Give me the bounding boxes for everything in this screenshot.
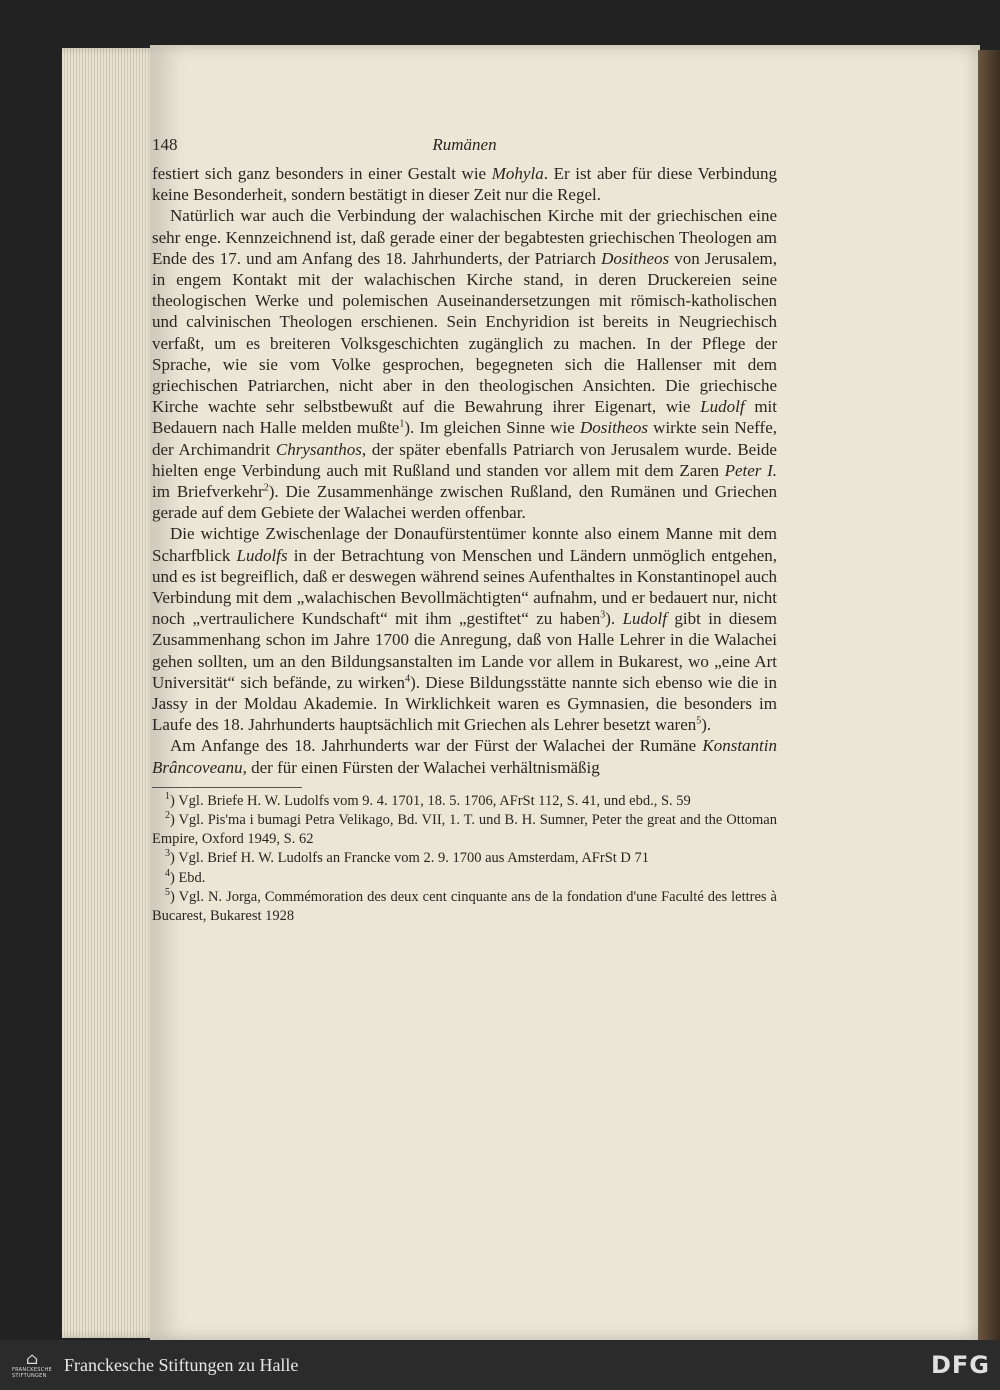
footnote-number: 4 [165, 868, 170, 880]
italic-name: Peter I. [724, 460, 777, 480]
building-icon: ⌂ [25, 1349, 39, 1368]
italic-name: Konstantin Brâncoveanu [152, 736, 777, 777]
footnote [152, 888, 777, 925]
footnote-ref: 4 [405, 673, 411, 685]
footnote-number: 2 [165, 810, 170, 822]
footnote-divider [152, 787, 302, 788]
running-head-title: Rumänen [432, 135, 497, 154]
text-run: ). [701, 715, 712, 735]
footnote [152, 811, 777, 848]
page-content [152, 135, 777, 926]
footnote-ref: 1 [399, 418, 405, 430]
footnote-ref: 2 [263, 482, 269, 494]
italic-name: Chrysanthos [275, 439, 362, 459]
text-run: Am Anfange des 18. Jahrhunderts war der Fürst der Walachei der Rumäne [170, 736, 703, 756]
footnotes [152, 792, 777, 926]
footnote-number: 5 [165, 887, 170, 899]
footnote-number: 1 [165, 791, 170, 803]
text-run: wirkte sein Neffe, der Archimandrit [152, 418, 777, 459]
text-run: ). Diese Bildungsstätte nannte sich ebenso wie die in Jassy in der Moldau Akademie. In Wirklichkeit waren es Gymnasien, die besonders im Laufe des 18. Jahrhunderts hauptsächlich mit Griechen als Lehrer besetzt waren [152, 672, 777, 735]
page-edges [62, 48, 162, 1338]
footnote-number: 3 [165, 848, 170, 860]
paragraph-1 [152, 163, 777, 205]
text-run: . Er ist aber für diese Verbindung keine Besonderheit, sondern bestätigt in dieser Zeit nur die Regel. [152, 164, 777, 205]
logo-caption: FRANCKESCHE STIFTUNGEN [11, 1367, 53, 1379]
paragraph-3 [152, 523, 777, 735]
text-run: festiert sich ganz besonders in einer Gestalt wie [152, 164, 492, 183]
text-run: mit Bedauern nach Halle melden mußte [152, 397, 778, 438]
footnote-ref: 3 [600, 609, 606, 621]
text-run: ). [605, 609, 623, 629]
footnote [152, 849, 777, 868]
italic-name: Ludolfs [236, 545, 288, 565]
text-run: von Jerusalem, in engem Kontakt mit der walachischen Kirche stand, in deren Druckereien seine theologischen Werke und polemischen Auseinandersetzungen mit römisch-katholischen und calvinischen Theologen erschienen. Sein Enchyridion ist bereits in Neugriechisch verfaßt, um es breiteren Volksgeschichten zugänglich zu machen. In der Pflege der Sprache, wie sie vom Volke gesprochen, begegneten sich die Hallenser mit dem griechischen Patriarchen, nicht aber in den theologischen Ansichten. Die griechische Kirche wachte sehr selbstbewußt auf die Bewahrung ihrer Eigenart, wie [152, 248, 777, 417]
page-number: 148 [152, 135, 178, 154]
text-run: , der für einen Fürsten der Walachei verhältnismäßig [242, 757, 600, 777]
text-run: , der später ebenfalls Patriarch von Jerusalem wurde. Beide hielten enge Verbindung auch mit Rußland und standen vor allem mit dem Zaren [152, 439, 777, 480]
footnote-text: ) Ebd. [170, 869, 206, 886]
paragraph-4 [152, 735, 777, 777]
footnote-ref: 5 [696, 715, 702, 727]
text-run: ). Die Zusammenhänge zwischen Rußland, den Rumänen und Griechen gerade auf dem Gebiete der Walachei werden offenbar. [152, 482, 777, 523]
viewer-footer [0, 1340, 1000, 1390]
italic-name: Dositheos [579, 418, 648, 438]
footnote-text: ) Vgl. Briefe H. W. Ludolfs vom 9. 4. 1701, 18. 5. 1706, AFrSt 112, S. 41, und ebd., S. 59 [170, 792, 691, 809]
book-cover-edge [978, 50, 1000, 1340]
italic-name: Ludolf [700, 397, 745, 417]
italic-name: Mohyla [491, 164, 544, 183]
text-run: Natürlich war auch die Verbindung der walachischen Kirche mit der griechischen eine sehr enge. Kennzeichnend ist, daß gerade einer der begabtesten griechischen Theologen am Ende des 17. und am Anfang des 18. Jahrhunderts, der Patriarch [152, 206, 777, 268]
text-run: im Briefverkehr [152, 482, 264, 502]
franckesche-logo[interactable] [12, 1345, 52, 1385]
running-head [152, 135, 777, 159]
italic-name: Dositheos [601, 248, 670, 268]
text-run: ). Im gleichen Sinne wie [404, 418, 580, 438]
text-run: gibt in diesem Zusammenhang schon im Jahre 1700 die Anregung, daß von Halle Lehrer in die Walachei gehen sollten, um an den Bildungsanstalten im Lande vor allem in Bukarest, wo „eine Art Universität“ sich befände, zu wirken [152, 609, 777, 692]
text-run: in der Betrachtung von Menschen und Ländern unmöglich entgehen, und es ist begreiflich, daß er deswegen während seines Aufenthaltes in Konstantinopel auch Verbindung mit dem „walachischen Bevollmächtigten“ aufnahm, und er bedauert nur, nicht noch „vertraulichere Kundschaft“ mit ihm „gestiftet“ zu haben [152, 545, 778, 629]
institution-title[interactable]: Franckesche Stiftungen zu Halle [64, 1354, 299, 1375]
paragraph-2 [152, 205, 777, 523]
footnote [152, 869, 777, 888]
footnote-text: ) Vgl. Pis'ma i bumagi Petra Velikago, Bd. VII, 1. T. und B. H. Sumner, Peter the great and the Ottoman Empire, Oxford 1949, S. 62 [152, 812, 777, 847]
italic-name: Ludolf [622, 609, 667, 629]
footnote-text: ) Vgl. N. Jorga, Commémoration des deux cent cinquante ans de la fondation d'une Faculté des lettres à Bucarest, Bukarest 1928 [152, 889, 777, 924]
footnote [152, 792, 777, 811]
text-run: Die wichtige Zwischenlage der Donaufürstentümer konnte also einem Manne mit dem Scharfblick [152, 524, 777, 565]
dfg-logo[interactable]: DFG [930, 1351, 990, 1379]
body-text [152, 163, 777, 778]
footnote-text: ) Vgl. Brief H. W. Ludolfs an Francke vom 2. 9. 1700 aus Amsterdam, AFrSt D 71 [170, 850, 650, 867]
